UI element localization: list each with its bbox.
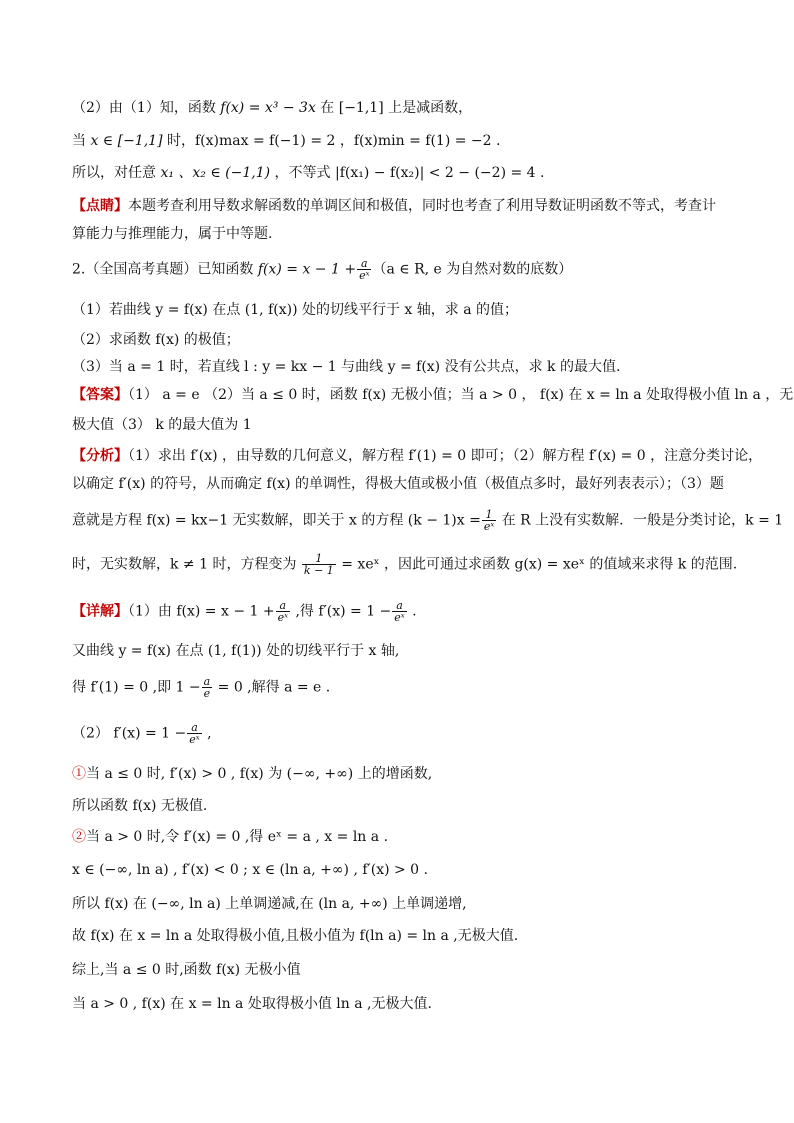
text-segment: （2） f′(x) = 1 −: [72, 725, 187, 742]
section-tag-dianjing: 【点睛】: [72, 198, 128, 214]
text-segment: 当: [72, 133, 91, 149]
circled-number: ②: [72, 829, 86, 845]
text-segment: .: [407, 603, 417, 620]
fraction-numerator: a: [357, 258, 371, 270]
detail-line-2: [72, 641, 732, 661]
detail-line-9: [72, 894, 732, 914]
answer-line-2: [72, 415, 732, 435]
text-line-3: [72, 163, 732, 183]
text-segment: 算能力与推理能力，属于中等题.: [72, 226, 273, 242]
fraction: [392, 600, 406, 623]
analysis-line-4: [72, 552, 738, 577]
fraction-numerator: 1: [302, 553, 336, 565]
text-segment: 又曲线 y = f(x) 在点 (1, f(1)) 处的切线平行于 x 轴,: [72, 643, 400, 659]
text-segment: 在 R 上没有实数解．一般是分类讨论，k = 1: [497, 512, 784, 529]
text-segment: = 0 ,解得 a = e .: [213, 679, 331, 696]
text-segment: （1） a = e （2）当 a ≤ 0 时，函数 f(x) 无极小值；当 a > 0 ， f(x) 在 x = ln a 处取得极小值 ln a ，无: [128, 387, 794, 403]
sub-question-3: [72, 357, 732, 377]
section-tag-detail: 【详解】: [72, 603, 128, 620]
fraction: [482, 509, 496, 532]
text-segment: 所以，对任意: [72, 165, 161, 181]
detail-line-8: [72, 860, 732, 880]
text-segment: ,得 f′(x) = 1 −: [291, 603, 392, 620]
fraction: [276, 600, 290, 623]
fraction-denominator: eˣ: [189, 733, 200, 746]
circled-number: ①: [72, 766, 86, 782]
text-segment: ,: [202, 725, 212, 742]
detail-line-12: [72, 994, 732, 1014]
text-segment: 以确定 f′(x) 的符号，从而确定 f(x) 的单调性，得极大值或极小值（极值点多时，最好列表表示）；（3）题: [72, 476, 724, 492]
fraction: [302, 553, 336, 576]
text-segment: 所以 f(x) 在 (−∞, ln a) 上单调递减,在 (ln a, +∞) 上单调递增,: [72, 896, 467, 912]
text-segment: 综上,当 a ≤ 0 时,函数 f(x) 无极小值: [72, 962, 301, 978]
fraction: [187, 722, 201, 745]
text-segment: 故 f(x) 在 x = ln a 处取得极小值,且极小值为 f(ln a) = ln a ,无极大值.: [72, 928, 519, 944]
section-tag-answer: 【答案】: [72, 387, 128, 403]
text-segment: 时，无实数解，k ≠ 1 时，方程变为: [72, 556, 301, 573]
fraction-numerator: a: [187, 722, 201, 734]
math-expression: f(x) = x³ − 3x: [220, 100, 316, 116]
section-tag-analysis: 【分析】: [72, 448, 128, 464]
detail-line-5: [72, 764, 732, 784]
detail-line-10: [72, 926, 732, 946]
detail-line-6: [72, 796, 732, 816]
analysis-line-2: [72, 474, 732, 494]
sub-question-2: [72, 330, 732, 350]
text-segment: （1）求出 f′(x) ，由导数的几何意义，解方程 f′(1) = 0 即可；（2）解方程 f′(x) = 0 ，注意分类讨论，: [128, 448, 763, 464]
fraction: [357, 258, 371, 281]
dianjing-line-1: [72, 196, 732, 216]
text-segment: （1）若曲线 y = f(x) 在点 (1, f(x)) 处的切线平行于 x 轴，求 a 的值；: [72, 302, 519, 318]
text-line-1: [72, 98, 732, 118]
text-segment: 2.（全国高考真题）已知函数: [72, 261, 258, 278]
text-segment: 时，f(x)max = f(−1) = 2 ，f(x)min = f(1) = −2 .: [162, 133, 501, 149]
text-segment: = xeˣ ，因此可通过求函数 g(x) = xeˣ 的值域来求得 k 的范围.: [336, 556, 738, 573]
text-line-2: [72, 131, 732, 151]
problem-title: [72, 258, 732, 281]
fraction-denominator: eˣ: [277, 611, 289, 624]
text-segment: 当 a ≤ 0 时, f′(x) > 0 , f(x) 为 (−∞, +∞) 上的增函数,: [86, 766, 433, 782]
detail-line-11: [72, 960, 732, 980]
detail-line-4: [72, 722, 732, 745]
answer-line-1: [72, 385, 794, 405]
analysis-line-3: [72, 508, 784, 533]
fraction-denominator: eˣ: [359, 269, 370, 282]
fraction-numerator: a: [276, 600, 290, 612]
fraction: [202, 676, 213, 699]
math-expression: x ∈ [−1,1]: [90, 133, 163, 149]
fraction-numerator: a: [392, 600, 406, 612]
fraction-denominator: e: [203, 687, 211, 700]
dianjing-line-2: [72, 224, 732, 244]
text-segment: 在 [−1,1] 上是减函数，: [315, 100, 473, 116]
fraction-denominator: eˣ: [483, 520, 495, 533]
fraction-denominator: k − 1: [303, 564, 334, 577]
text-segment: （2）求函数 f(x) 的极值；: [72, 332, 240, 348]
math-expression: f(x) = x − 1 +: [257, 261, 357, 278]
sub-question-1: [72, 300, 732, 320]
text-segment: x ∈ (−∞, ln a) , f′(x) < 0 ; x ∈ (ln a, +∞) , f′(x) > 0 .: [72, 862, 428, 878]
fraction-numerator: 1: [482, 509, 496, 521]
text-segment: 当 a > 0 时,令 f′(x) = 0 ,得 eˣ = a , x = ln a .: [86, 829, 389, 845]
text-segment: （a ∈ R, e 为自然对数的底数）: [372, 261, 573, 278]
analysis-line-1: [72, 446, 763, 466]
fraction-numerator: a: [203, 675, 211, 688]
text-segment: ，不等式 |f(x₁) − f(x₂)| < 2 − (−2) = 4 .: [270, 165, 545, 181]
math-expression: x₁ 、x₂ ∈ (−1,1): [160, 165, 271, 181]
text-segment: 意就是方程 f(x) = kx−1 无实数解，即关于 x 的方程 (k − 1)x =: [72, 512, 481, 529]
detail-line-7: [72, 827, 732, 847]
detail-line-3: [72, 676, 732, 699]
text-segment: （1）由 f(x) = x − 1 +: [128, 603, 275, 620]
text-segment: （2）由（1）知，函数: [72, 100, 221, 116]
text-segment: （3）当 a = 1 时，若直线 l : y = kx − 1 与曲线 y = f(x) 没有公共点，求 k 的最大值.: [72, 359, 621, 375]
fraction-denominator: eˣ: [394, 611, 405, 624]
text-segment: 本题考查利用导数求解函数的单调区间和极值，同时也考查了利用导数证明函数不等式，考查计: [128, 198, 716, 214]
detail-line-1: [72, 600, 732, 623]
text-segment: 极大值（3） k 的最大值为 1: [72, 417, 252, 433]
text-segment: 得 f′(1) = 0 ,即 1 −: [72, 679, 201, 696]
text-segment: 所以函数 f(x) 无极值.: [72, 798, 208, 814]
text-segment: 当 a > 0 , f(x) 在 x = ln a 处取得极小值 ln a ,无极大值.: [72, 996, 432, 1012]
